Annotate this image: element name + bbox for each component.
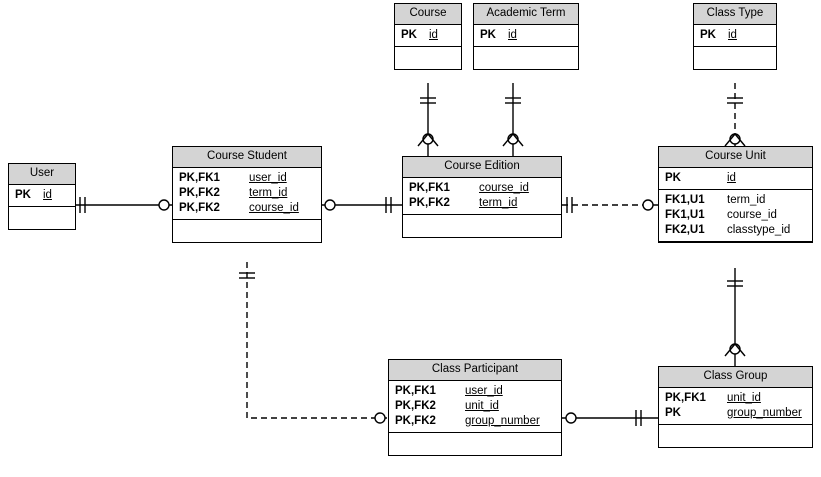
attribute-name: course_id <box>727 209 777 221</box>
entity-class-participant[interactable] <box>388 359 562 456</box>
key-label: FK1,U1 <box>665 209 705 221</box>
entity-empty-section <box>9 207 75 229</box>
entity-academic-term[interactable] <box>473 3 579 70</box>
entity-class-group[interactable] <box>658 366 813 448</box>
attribute-name: term_id <box>249 187 288 199</box>
entity-title: Academic Term <box>474 4 578 25</box>
entity-title: Course Edition <box>403 157 561 178</box>
entity-empty-section <box>173 220 321 242</box>
key-label: PK,FK1 <box>179 172 220 184</box>
entity-title: User <box>9 164 75 185</box>
attribute-row <box>173 201 321 216</box>
attribute-row <box>659 223 812 238</box>
key-label: PK <box>665 172 681 184</box>
attribute-row <box>403 196 561 211</box>
entity-title: Class Type <box>694 4 776 25</box>
attribute-row <box>173 186 321 201</box>
attribute-name: id <box>508 29 517 41</box>
attribute-name: user_id <box>249 172 287 184</box>
key-label: FK2,U1 <box>665 224 705 236</box>
attribute-row <box>389 414 561 429</box>
entity-attribute-section <box>659 190 812 242</box>
attribute-row <box>474 25 578 46</box>
attribute-name: id <box>728 29 737 41</box>
attribute-name: course_id <box>479 182 529 194</box>
entity-key-section <box>389 381 561 433</box>
entity-course[interactable] <box>394 3 462 70</box>
entity-title: Course <box>395 4 461 25</box>
entity-key-section <box>694 25 776 47</box>
attribute-name: id <box>43 189 52 201</box>
entity-empty-section <box>474 47 578 69</box>
attribute-row <box>659 391 812 406</box>
entity-course-student[interactable] <box>172 146 322 243</box>
entity-class-type[interactable] <box>693 3 777 70</box>
attribute-name: id <box>429 29 438 41</box>
key-label: PK,FK2 <box>179 202 220 214</box>
entity-title: Class Participant <box>389 360 561 381</box>
attribute-name: term_id <box>727 194 766 206</box>
attribute-row <box>403 181 561 196</box>
key-label: PK <box>401 29 417 41</box>
attribute-row <box>659 406 812 421</box>
attribute-row <box>659 193 812 208</box>
entity-user[interactable] <box>8 163 76 230</box>
attribute-name: user_id <box>465 385 503 397</box>
attribute-name: unit_id <box>727 392 761 404</box>
attribute-row <box>173 171 321 186</box>
attribute-row <box>694 25 776 46</box>
attribute-name: group_number <box>727 407 802 419</box>
key-label: PK,FK1 <box>395 385 436 397</box>
entity-title: Class Group <box>659 367 812 388</box>
entity-course-unit[interactable] <box>658 146 813 243</box>
entity-empty-section <box>694 47 776 69</box>
attribute-row <box>659 171 812 186</box>
entity-empty-section <box>389 433 561 455</box>
attribute-row <box>9 185 75 206</box>
entity-title: Course Unit <box>659 147 812 168</box>
entity-key-section <box>474 25 578 47</box>
attribute-row <box>389 399 561 414</box>
key-label: PK,FK1 <box>665 392 706 404</box>
entity-key-section <box>173 168 321 220</box>
key-label: PK <box>665 407 681 419</box>
attribute-name: unit_id <box>465 400 499 412</box>
key-label: PK <box>15 189 31 201</box>
entity-key-section <box>403 178 561 215</box>
entity-empty-section <box>659 425 812 447</box>
entity-empty-section <box>395 47 461 69</box>
key-label: FK1,U1 <box>665 194 705 206</box>
key-label: PK <box>480 29 496 41</box>
attribute-name: classtype_id <box>727 224 791 236</box>
attribute-row <box>659 208 812 223</box>
key-label: PK <box>700 29 716 41</box>
attribute-name: group_number <box>465 415 540 427</box>
attribute-row <box>389 384 561 399</box>
entity-key-section <box>659 388 812 425</box>
entity-key-section <box>395 25 461 47</box>
attribute-name: id <box>727 172 736 184</box>
key-label: PK,FK2 <box>395 400 436 412</box>
key-label: PK,FK2 <box>179 187 220 199</box>
key-label: PK,FK1 <box>409 182 450 194</box>
entity-course-edition[interactable] <box>402 156 562 238</box>
attribute-row <box>395 25 461 46</box>
attribute-name: term_id <box>479 197 518 209</box>
entity-empty-section <box>403 215 561 237</box>
entity-title: Course Student <box>173 147 321 168</box>
key-label: PK,FK2 <box>409 197 450 209</box>
attribute-name: course_id <box>249 202 299 214</box>
entity-key-section <box>9 185 75 207</box>
key-label: PK,FK2 <box>395 415 436 427</box>
entity-key-section <box>659 168 812 190</box>
